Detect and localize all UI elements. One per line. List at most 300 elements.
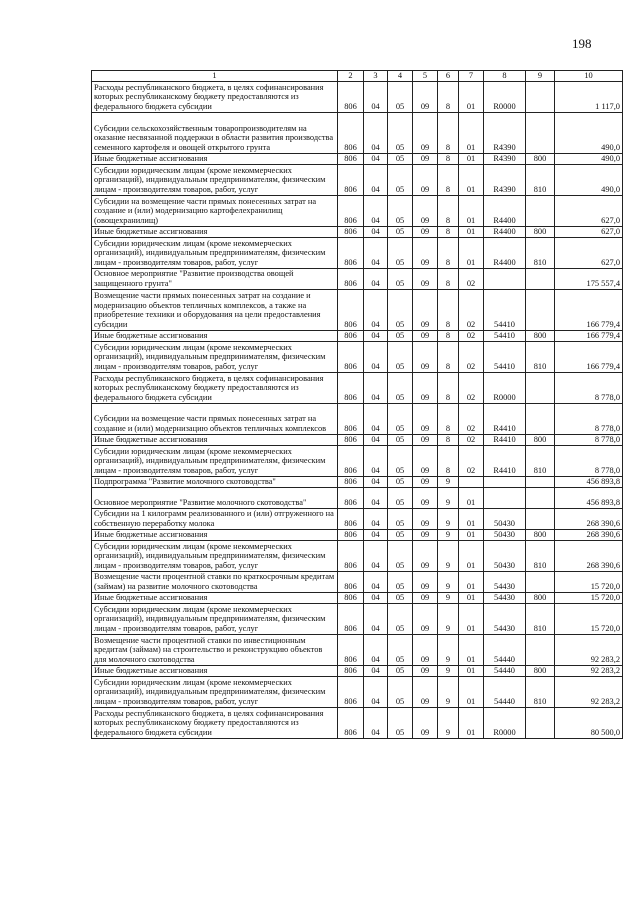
table-row (92, 572, 623, 593)
table-row (92, 530, 623, 541)
code-subsection: 05 (388, 530, 413, 541)
code-section: 04 (364, 154, 388, 165)
row-name: Основное мероприятие "Развитие производства овощей защищенного грунта" (92, 269, 338, 290)
code-subprogram: 8 (438, 435, 459, 446)
code-subsection: 05 (388, 227, 413, 238)
code-subsection: 05 (388, 82, 413, 113)
amount: 268 390,6 (555, 530, 623, 541)
code-direction: 54410 (484, 290, 526, 331)
row-name: Иные бюджетные ассигнования (92, 227, 338, 238)
code-event: 01 (459, 708, 484, 739)
code-subsection: 05 (388, 404, 413, 435)
code-admin: 806 (338, 154, 364, 165)
code-expense-type: 810 (526, 165, 555, 196)
code-program: 09 (413, 593, 438, 604)
code-expense-type (526, 82, 555, 113)
table-row (92, 290, 623, 331)
code-direction: R4390 (484, 113, 526, 154)
amount: 268 390,6 (555, 509, 623, 530)
code-subsection: 05 (388, 446, 413, 477)
code-program: 09 (413, 227, 438, 238)
code-admin: 806 (338, 541, 364, 572)
table-row (92, 331, 623, 342)
code-event: 02 (459, 290, 484, 331)
amount: 15 720,0 (555, 604, 623, 635)
code-admin: 806 (338, 666, 364, 677)
amount: 8 778,0 (555, 446, 623, 477)
code-subprogram: 8 (438, 269, 459, 290)
code-direction: 54440 (484, 635, 526, 666)
code-direction (484, 488, 526, 509)
code-program: 09 (413, 82, 438, 113)
code-event: 02 (459, 404, 484, 435)
code-expense-type: 810 (526, 238, 555, 269)
row-name: Иные бюджетные ассигнования (92, 593, 338, 604)
code-program: 09 (413, 477, 438, 488)
table-row (92, 269, 623, 290)
code-admin: 806 (338, 342, 364, 373)
code-event: 01 (459, 666, 484, 677)
table-row (92, 604, 623, 635)
budget-table (91, 70, 623, 739)
amount: 166 779,4 (555, 342, 623, 373)
code-event: 01 (459, 604, 484, 635)
amount: 166 779,4 (555, 331, 623, 342)
row-name: Субсидии юридическим лицам (кроме некоммерческих организаций), индивидуальным предпринимателям, физическим лицам - производителям товаров, работ, услуг (92, 677, 338, 708)
table-row (92, 165, 623, 196)
row-name: Субсидии на 1 килограмм реализованного и (или) отгруженного на собственную переработку молока (92, 509, 338, 530)
code-program: 09 (413, 677, 438, 708)
code-program: 09 (413, 196, 438, 227)
code-expense-type (526, 477, 555, 488)
code-admin: 806 (338, 165, 364, 196)
code-section: 04 (364, 331, 388, 342)
table-row (92, 477, 623, 488)
code-direction: R4400 (484, 196, 526, 227)
code-expense-type (526, 509, 555, 530)
row-name: Основное мероприятие "Развитие молочного скотоводства" (92, 488, 338, 509)
code-admin: 806 (338, 708, 364, 739)
code-admin: 806 (338, 373, 364, 404)
row-name: Субсидии на возмещение части прямых понесенных затрат на создание и (или) модернизацию картофелехранилищ (овощехранилищ) (92, 196, 338, 227)
code-expense-type: 800 (526, 154, 555, 165)
code-event: 01 (459, 509, 484, 530)
code-subsection: 05 (388, 290, 413, 331)
code-event: 01 (459, 196, 484, 227)
table-row (92, 404, 623, 435)
code-subsection: 05 (388, 373, 413, 404)
code-section: 04 (364, 113, 388, 154)
code-expense-type (526, 488, 555, 509)
code-section: 04 (364, 593, 388, 604)
code-expense-type (526, 113, 555, 154)
code-expense-type: 800 (526, 593, 555, 604)
table-row (92, 666, 623, 677)
table-row (92, 488, 623, 509)
code-subsection: 05 (388, 677, 413, 708)
code-subsection: 05 (388, 435, 413, 446)
code-section: 04 (364, 269, 388, 290)
code-event: 02 (459, 446, 484, 477)
code-admin: 806 (338, 488, 364, 509)
code-program: 09 (413, 635, 438, 666)
row-name: Возмещение части процентной ставки по инвестиционным кредитам (займам) на строительство и реконструкцию объектов для молочного скотоводства (92, 635, 338, 666)
code-subprogram: 8 (438, 373, 459, 404)
code-subsection: 05 (388, 165, 413, 196)
row-name: Субсидии юридическим лицам (кроме некоммерческих организаций), индивидуальным предпринимателям, физическим лицам - производителям товаров, работ, услуг (92, 165, 338, 196)
code-subsection: 05 (388, 331, 413, 342)
amount: 627,0 (555, 196, 623, 227)
amount: 166 779,4 (555, 290, 623, 331)
code-event: 01 (459, 227, 484, 238)
code-expense-type: 810 (526, 604, 555, 635)
amount: 8 778,0 (555, 373, 623, 404)
code-event: 01 (459, 572, 484, 593)
row-name: Субсидии юридическим лицам (кроме некоммерческих организаций), индивидуальным предпринимателям, физическим лицам - производителям товаров, работ, услуг (92, 541, 338, 572)
code-subprogram: 9 (438, 666, 459, 677)
code-section: 04 (364, 165, 388, 196)
code-program: 09 (413, 165, 438, 196)
code-expense-type (526, 196, 555, 227)
amount: 15 720,0 (555, 572, 623, 593)
code-section: 04 (364, 708, 388, 739)
code-event: 01 (459, 593, 484, 604)
row-name: Иные бюджетные ассигнования (92, 154, 338, 165)
code-section: 04 (364, 82, 388, 113)
code-expense-type: 800 (526, 435, 555, 446)
row-name: Возмещение части процентной ставки по краткосрочным кредитам (займам) на развитие молочного скотоводства (92, 572, 338, 593)
code-subsection: 05 (388, 708, 413, 739)
code-subsection: 05 (388, 541, 413, 572)
amount: 92 283,2 (555, 635, 623, 666)
code-subsection: 05 (388, 342, 413, 373)
code-subprogram: 9 (438, 541, 459, 572)
code-event: 01 (459, 165, 484, 196)
table-row (92, 373, 623, 404)
table-row (92, 677, 623, 708)
code-admin: 806 (338, 290, 364, 331)
code-subprogram: 8 (438, 227, 459, 238)
amount: 456 893,8 (555, 477, 623, 488)
code-subprogram: 8 (438, 342, 459, 373)
row-name: Иные бюджетные ассигнования (92, 666, 338, 677)
code-section: 04 (364, 541, 388, 572)
table-row (92, 227, 623, 238)
code-subsection: 05 (388, 509, 413, 530)
code-subprogram: 9 (438, 530, 459, 541)
code-subprogram: 8 (438, 446, 459, 477)
code-subprogram: 8 (438, 331, 459, 342)
code-direction: 54430 (484, 593, 526, 604)
code-event: 01 (459, 154, 484, 165)
code-event: 02 (459, 342, 484, 373)
code-section: 04 (364, 196, 388, 227)
code-section: 04 (364, 488, 388, 509)
code-subsection: 05 (388, 604, 413, 635)
code-subsection: 05 (388, 593, 413, 604)
code-admin: 806 (338, 477, 364, 488)
amount: 175 557,4 (555, 269, 623, 290)
code-section: 04 (364, 238, 388, 269)
table-row (92, 509, 623, 530)
code-program: 09 (413, 666, 438, 677)
code-direction: R4390 (484, 165, 526, 196)
table-row (92, 435, 623, 446)
code-admin: 806 (338, 677, 364, 708)
code-program: 09 (413, 290, 438, 331)
code-admin: 806 (338, 530, 364, 541)
code-subprogram: 9 (438, 604, 459, 635)
code-subprogram: 9 (438, 635, 459, 666)
code-expense-type (526, 708, 555, 739)
code-section: 04 (364, 227, 388, 238)
row-name: Субсидии юридическим лицам (кроме некоммерческих организаций), индивидуальным предпринимателям, физическим лицам - производителям товаров, работ, услуг (92, 446, 338, 477)
code-subprogram: 8 (438, 165, 459, 196)
amount: 490,0 (555, 154, 623, 165)
code-subprogram: 9 (438, 708, 459, 739)
code-subprogram: 8 (438, 113, 459, 154)
header-cell: 7 (459, 71, 484, 82)
code-admin: 806 (338, 404, 364, 435)
amount: 80 500,0 (555, 708, 623, 739)
code-subsection: 05 (388, 238, 413, 269)
code-event: 01 (459, 635, 484, 666)
code-program: 09 (413, 488, 438, 509)
code-program: 09 (413, 708, 438, 739)
code-expense-type: 810 (526, 342, 555, 373)
code-admin: 806 (338, 238, 364, 269)
code-direction: R4410 (484, 435, 526, 446)
code-program: 09 (413, 604, 438, 635)
code-event: 01 (459, 488, 484, 509)
code-admin: 806 (338, 593, 364, 604)
code-admin: 806 (338, 446, 364, 477)
code-subprogram: 8 (438, 82, 459, 113)
row-name: Расходы республиканского бюджета, в целях софинансирования которых республиканскому бюджету предоставляются из федерального бюджета субсидии (92, 82, 338, 113)
code-admin: 806 (338, 269, 364, 290)
code-section: 04 (364, 635, 388, 666)
code-direction: R4410 (484, 404, 526, 435)
amount: 490,0 (555, 113, 623, 154)
code-program: 09 (413, 342, 438, 373)
code-subprogram: 8 (438, 154, 459, 165)
amount: 92 283,2 (555, 666, 623, 677)
code-event: 02 (459, 435, 484, 446)
code-program: 09 (413, 509, 438, 530)
code-direction (484, 269, 526, 290)
code-expense-type: 800 (526, 530, 555, 541)
row-name: Иные бюджетные ассигнования (92, 331, 338, 342)
header-cell: 9 (526, 71, 555, 82)
code-section: 04 (364, 604, 388, 635)
code-section: 04 (364, 373, 388, 404)
header-cell: 6 (438, 71, 459, 82)
row-name: Возмещение части прямых понесенных затрат на создание и модернизацию объектов тепличных комплексов, а также на приобретение техники и оборудования на цели предоставления субсидии (92, 290, 338, 331)
code-direction: R0000 (484, 708, 526, 739)
code-direction: 54410 (484, 331, 526, 342)
code-section: 04 (364, 446, 388, 477)
code-program: 09 (413, 404, 438, 435)
amount: 8 778,0 (555, 404, 623, 435)
code-expense-type (526, 404, 555, 435)
table-row (92, 635, 623, 666)
code-subprogram: 9 (438, 477, 459, 488)
code-expense-type: 810 (526, 677, 555, 708)
header-cell: 2 (338, 71, 364, 82)
code-expense-type (526, 373, 555, 404)
code-expense-type: 800 (526, 666, 555, 677)
code-direction (484, 477, 526, 488)
code-subprogram: 8 (438, 238, 459, 269)
code-section: 04 (364, 666, 388, 677)
table-row (92, 446, 623, 477)
code-subprogram: 9 (438, 572, 459, 593)
code-direction: 50430 (484, 541, 526, 572)
code-section: 04 (364, 572, 388, 593)
code-subsection: 05 (388, 113, 413, 154)
code-program: 09 (413, 373, 438, 404)
code-direction: 50430 (484, 509, 526, 530)
code-subprogram: 9 (438, 509, 459, 530)
code-expense-type: 800 (526, 331, 555, 342)
row-name: Субсидии сельскохозяйственным товаропроизводителям на оказание несвязанной поддержки в области развития производства семенного картофеля и овощей открытого грунта (92, 113, 338, 154)
table-row (92, 342, 623, 373)
header-cell: 8 (484, 71, 526, 82)
code-subsection: 05 (388, 154, 413, 165)
header-cell: 3 (364, 71, 388, 82)
code-event: 01 (459, 541, 484, 572)
code-direction: R0000 (484, 82, 526, 113)
row-name: Расходы республиканского бюджета, в целях софинансирования которых республиканскому бюджету предоставляются из федерального бюджета субсидии (92, 373, 338, 404)
code-section: 04 (364, 509, 388, 530)
code-subsection: 05 (388, 635, 413, 666)
code-admin: 806 (338, 435, 364, 446)
amount: 490,0 (555, 165, 623, 196)
page-number: 198 (572, 36, 592, 51)
code-direction: R0000 (484, 373, 526, 404)
code-direction: R4400 (484, 227, 526, 238)
code-program: 09 (413, 446, 438, 477)
table-row (92, 593, 623, 604)
code-expense-type: 810 (526, 446, 555, 477)
code-admin: 806 (338, 196, 364, 227)
code-subprogram: 8 (438, 196, 459, 227)
row-name: Субсидии юридическим лицам (кроме некоммерческих организаций), индивидуальным предпринимателям, физическим лицам - производителям товаров, работ, услуг (92, 604, 338, 635)
code-event: 01 (459, 530, 484, 541)
code-section: 04 (364, 477, 388, 488)
row-name: Субсидии юридическим лицам (кроме некоммерческих организаций), индивидуальным предпринимателям, физическим лицам - производителям товаров, работ, услуг (92, 342, 338, 373)
code-section: 04 (364, 404, 388, 435)
code-direction: 54410 (484, 342, 526, 373)
code-admin: 806 (338, 604, 364, 635)
code-admin: 806 (338, 113, 364, 154)
code-section: 04 (364, 290, 388, 331)
code-event: 02 (459, 373, 484, 404)
code-admin: 806 (338, 572, 364, 593)
code-program: 09 (413, 435, 438, 446)
amount: 268 390,6 (555, 541, 623, 572)
amount: 92 283,2 (555, 677, 623, 708)
code-section: 04 (364, 435, 388, 446)
table-row (92, 154, 623, 165)
table-row (92, 196, 623, 227)
code-admin: 806 (338, 331, 364, 342)
row-name: Иные бюджетные ассигнования (92, 530, 338, 541)
code-subsection: 05 (388, 269, 413, 290)
row-name: Субсидии на возмещение части прямых понесенных затрат на создание и (или) модернизацию объектов тепличных комплексов (92, 404, 338, 435)
amount: 15 720,0 (555, 593, 623, 604)
code-admin: 806 (338, 82, 364, 113)
amount: 627,0 (555, 238, 623, 269)
code-admin: 806 (338, 635, 364, 666)
code-admin: 806 (338, 227, 364, 238)
code-program: 09 (413, 572, 438, 593)
table-row (92, 113, 623, 154)
amount: 627,0 (555, 227, 623, 238)
code-subprogram: 8 (438, 404, 459, 435)
code-expense-type (526, 290, 555, 331)
code-program: 09 (413, 541, 438, 572)
code-admin: 806 (338, 509, 364, 530)
code-subsection: 05 (388, 572, 413, 593)
code-subprogram: 9 (438, 677, 459, 708)
code-direction: R4410 (484, 446, 526, 477)
code-expense-type: 810 (526, 541, 555, 572)
amount: 1 117,0 (555, 82, 623, 113)
code-event: 01 (459, 238, 484, 269)
code-direction: 54430 (484, 572, 526, 593)
row-name: Субсидии юридическим лицам (кроме некоммерческих организаций), индивидуальным предпринимателям, физическим лицам - производителям товаров, работ, услуг (92, 238, 338, 269)
table-row (92, 541, 623, 572)
code-subsection: 05 (388, 488, 413, 509)
code-subprogram: 9 (438, 593, 459, 604)
code-subsection: 05 (388, 666, 413, 677)
row-name: Расходы республиканского бюджета, в целях софинансирования которых республиканскому бюджету предоставляются из федерального бюджета субсидии (92, 708, 338, 739)
amount: 8 778,0 (555, 435, 623, 446)
amount: 456 893,8 (555, 488, 623, 509)
code-program: 09 (413, 154, 438, 165)
table-row (92, 708, 623, 739)
code-section: 04 (364, 342, 388, 373)
header-row (92, 71, 623, 82)
code-event: 01 (459, 82, 484, 113)
code-direction: 54430 (484, 604, 526, 635)
code-direction: 50430 (484, 530, 526, 541)
code-event: 01 (459, 677, 484, 708)
code-program: 09 (413, 269, 438, 290)
code-direction: R4400 (484, 238, 526, 269)
code-subsection: 05 (388, 477, 413, 488)
row-name: Подпрограмма "Развитие молочного скотоводства" (92, 477, 338, 488)
header-cell: 4 (388, 71, 413, 82)
table-row (92, 82, 623, 113)
code-expense-type (526, 572, 555, 593)
header-cell: 5 (413, 71, 438, 82)
code-subprogram: 8 (438, 290, 459, 331)
code-direction: 54440 (484, 666, 526, 677)
code-event: 02 (459, 269, 484, 290)
code-expense-type: 800 (526, 227, 555, 238)
code-expense-type (526, 635, 555, 666)
code-section: 04 (364, 530, 388, 541)
code-subprogram: 9 (438, 488, 459, 509)
code-event: 02 (459, 331, 484, 342)
code-program: 09 (413, 331, 438, 342)
code-direction: 54440 (484, 677, 526, 708)
table-row (92, 238, 623, 269)
code-event (459, 477, 484, 488)
code-program: 09 (413, 530, 438, 541)
